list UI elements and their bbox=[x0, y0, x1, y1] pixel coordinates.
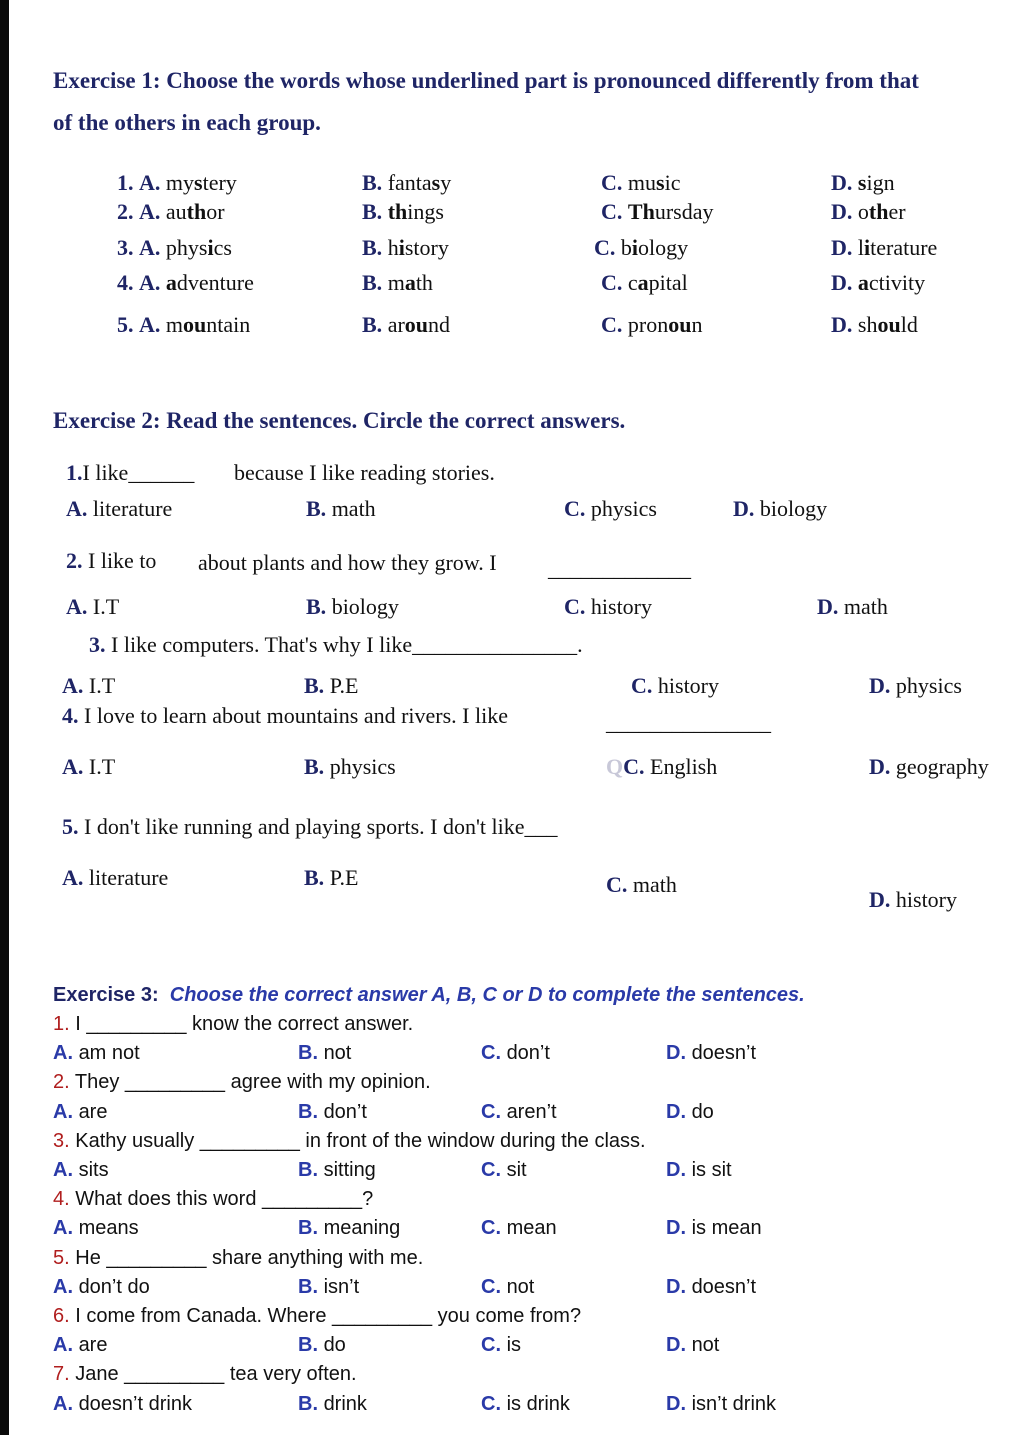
ex3-q4-option-a: A. means bbox=[53, 1217, 139, 1239]
word: adventure bbox=[165, 270, 254, 295]
word: biology bbox=[620, 235, 689, 260]
ex1-row-5-option-a: 5. A. mountain bbox=[117, 312, 251, 337]
ex3-q6-option-a: A. are bbox=[53, 1334, 108, 1356]
ex3-q5-option-d: D. doesn’t bbox=[666, 1276, 757, 1298]
ex1-row-3-option-b: B. history bbox=[362, 235, 449, 260]
ex3-q2-text: 2. They _________ agree with my opinion. bbox=[53, 1071, 431, 1093]
word: should bbox=[857, 312, 918, 337]
word: around bbox=[387, 312, 451, 337]
ex2-q4-option-c: QC. English bbox=[606, 754, 718, 779]
ex3-q7-option-a: A. doesn’t drink bbox=[53, 1393, 192, 1415]
ex3-q3-option-d: D. is sit bbox=[666, 1159, 732, 1181]
ex2-q4-blank: _______________ bbox=[606, 710, 771, 735]
ex2-q1-option-b: B. math bbox=[306, 496, 376, 521]
word: capital bbox=[627, 270, 688, 295]
word: author bbox=[165, 199, 225, 224]
ex2-q5-option-c: C. math bbox=[606, 872, 677, 897]
ex3-q6-option-b: B. do bbox=[298, 1334, 346, 1356]
ex3-q7-option-b: B. drink bbox=[298, 1393, 367, 1415]
ex3-q7-option-c: C. is drink bbox=[481, 1393, 570, 1415]
ex3-q4-option-c: C. mean bbox=[481, 1217, 557, 1239]
word: mountain bbox=[165, 312, 251, 337]
word: physics bbox=[165, 235, 232, 260]
ex2-q1-text-b: because I like reading stories. bbox=[234, 460, 495, 485]
ex2-q2-option-d: D. math bbox=[817, 594, 888, 619]
ex2-q5-option-a: A. literature bbox=[62, 865, 169, 890]
ex2-q2-text-b: about plants and how they grow. I bbox=[198, 550, 497, 575]
ex2-q4-text: 4. I love to learn about mountains and rivers. I like bbox=[62, 703, 508, 728]
ex2-q3-option-b: B. P.E bbox=[304, 673, 359, 698]
ex3-q5-option-a: A. don’t do bbox=[53, 1276, 150, 1298]
ex3-q3-option-b: B. sitting bbox=[298, 1159, 376, 1181]
ex3-q1-option-a: A. am not bbox=[53, 1042, 140, 1064]
ex3-q2-option-c: C. aren’t bbox=[481, 1101, 557, 1123]
ex3-q6-option-d: D. not bbox=[666, 1334, 720, 1356]
ex3-q3-text: 3. Kathy usually _________ in front of the window during the class. bbox=[53, 1130, 646, 1152]
ex1-row-5-option-d: D. should bbox=[831, 312, 918, 337]
word: other bbox=[857, 199, 906, 224]
word: activity bbox=[857, 270, 926, 295]
word: music bbox=[627, 170, 681, 195]
ex2-q1-option-a: A. literature bbox=[66, 496, 173, 521]
ex3-q1-option-c: C. don’t bbox=[481, 1042, 550, 1064]
ex2-q3-option-d: D. physics bbox=[869, 673, 962, 698]
ex2-q3-option-c: C. history bbox=[631, 673, 720, 698]
ex2-q2-option-c: C. history bbox=[564, 594, 653, 619]
ex3-q7-text: 7. Jane _________ tea very often. bbox=[53, 1363, 357, 1385]
ex2-q1-text-a: 1.I like______ bbox=[66, 460, 195, 485]
exercise-1-title-line-1: Exercise 1: Choose the words whose underlined part is pronounced differently from that bbox=[53, 68, 919, 93]
ex3-q3-option-c: C. sit bbox=[481, 1159, 527, 1181]
ex3-q6-text: 6. I come from Canada. Where _________ you come from? bbox=[53, 1305, 582, 1327]
ex2-q3-text: 3. I like computers. That's why I like_______________. bbox=[89, 632, 583, 657]
ex3-q5-option-b: B. isn’t bbox=[298, 1276, 360, 1298]
ex2-q5-option-d: D. history bbox=[869, 887, 958, 912]
ex3-q2-option-a: A. are bbox=[53, 1101, 108, 1123]
ex1-row-3-option-c: C. biology bbox=[594, 235, 689, 260]
word: things bbox=[387, 199, 444, 224]
word: mystery bbox=[165, 170, 237, 195]
word: fantasy bbox=[387, 170, 452, 195]
ex3-q4-option-b: B. meaning bbox=[298, 1217, 401, 1239]
ex2-q1-option-c: C. physics bbox=[564, 496, 657, 521]
ex1-row-1-option-a: 1. A. mystery bbox=[117, 170, 237, 195]
ex2-q2-blank: _____________ bbox=[548, 556, 691, 581]
ex2-q5-text: 5. I don't like running and playing sports. I don't like___ bbox=[62, 814, 558, 839]
ex3-q2-option-b: B. don’t bbox=[298, 1101, 367, 1123]
exercise-1-title-line-2: of the others in each group. bbox=[53, 110, 321, 135]
ex1-row-2-option-c: C. Thursday bbox=[601, 199, 714, 224]
ex2-q2-option-b: B. biology bbox=[306, 594, 399, 619]
ex1-row-1-option-c: C. music bbox=[601, 170, 681, 195]
ex1-row-4-option-a: 4. A. adventure bbox=[117, 270, 254, 295]
ex1-row-5-option-c: C. pronoun bbox=[601, 312, 703, 337]
ex2-q3-option-a: A. I.T bbox=[62, 673, 116, 698]
word: math bbox=[387, 270, 433, 295]
ex3-q7-option-d: D. isn’t drink bbox=[666, 1393, 777, 1415]
ex2-q4-option-d: D. geography bbox=[869, 754, 989, 779]
ex3-q5-text: 5. He _________ share anything with me. bbox=[53, 1247, 424, 1269]
ex2-q2-text-a: 2. I like to bbox=[66, 548, 157, 573]
ex3-q4-option-d: D. is mean bbox=[666, 1217, 762, 1239]
word: sign bbox=[857, 170, 895, 195]
ex1-row-2-option-b: B. things bbox=[362, 199, 444, 224]
word: history bbox=[387, 235, 449, 260]
ex1-row-1-option-d: D. sign bbox=[831, 170, 895, 195]
left-edge-bar bbox=[0, 0, 9, 1435]
ex1-row-1-option-b: B. fantasy bbox=[362, 170, 452, 195]
word: literature bbox=[857, 235, 938, 260]
ex2-q4-option-a: A. I.T bbox=[62, 754, 116, 779]
ex3-q1-text: 1. I _________ know the correct answer. bbox=[53, 1013, 414, 1035]
word: Thursday bbox=[627, 199, 714, 224]
word: pronoun bbox=[627, 312, 703, 337]
ex2-q4-option-b: B. physics bbox=[304, 754, 396, 779]
ex3-q3-option-a: A. sits bbox=[53, 1159, 109, 1181]
ex2-q5-option-b: B. P.E bbox=[304, 865, 359, 890]
ex1-row-2-option-d: D. other bbox=[831, 199, 906, 224]
ex1-row-4-option-b: B. math bbox=[362, 270, 433, 295]
ex3-q1-option-d: D. doesn’t bbox=[666, 1042, 757, 1064]
ex3-q1-option-b: B. not bbox=[298, 1042, 352, 1064]
ex3-q5-option-c: C. not bbox=[481, 1276, 535, 1298]
ex2-q1-option-d: D. biology bbox=[733, 496, 828, 521]
ex1-row-4-option-c: C. capital bbox=[601, 270, 688, 295]
ex1-row-2-option-a: 2. A. author bbox=[117, 199, 225, 224]
ex1-row-4-option-d: D. activity bbox=[831, 270, 926, 295]
ex1-row-5-option-b: B. around bbox=[362, 312, 451, 337]
ex1-row-3-option-d: D. literature bbox=[831, 235, 938, 260]
ex1-row-3-option-a: 3. A. physics bbox=[117, 235, 232, 260]
ex3-q2-option-d: D. do bbox=[666, 1101, 714, 1123]
exercise-2-title: Exercise 2: Read the sentences. Circle the correct answers. bbox=[53, 408, 626, 433]
ex3-q6-option-c: C. is bbox=[481, 1334, 522, 1356]
ex3-q4-text: 4. What does this word _________? bbox=[53, 1188, 374, 1210]
exercise-3-title: Exercise 3: Choose the correct answer A, B, C or D to complete the sentences. bbox=[53, 984, 805, 1006]
ex2-q2-option-a: A. I.T bbox=[66, 594, 120, 619]
